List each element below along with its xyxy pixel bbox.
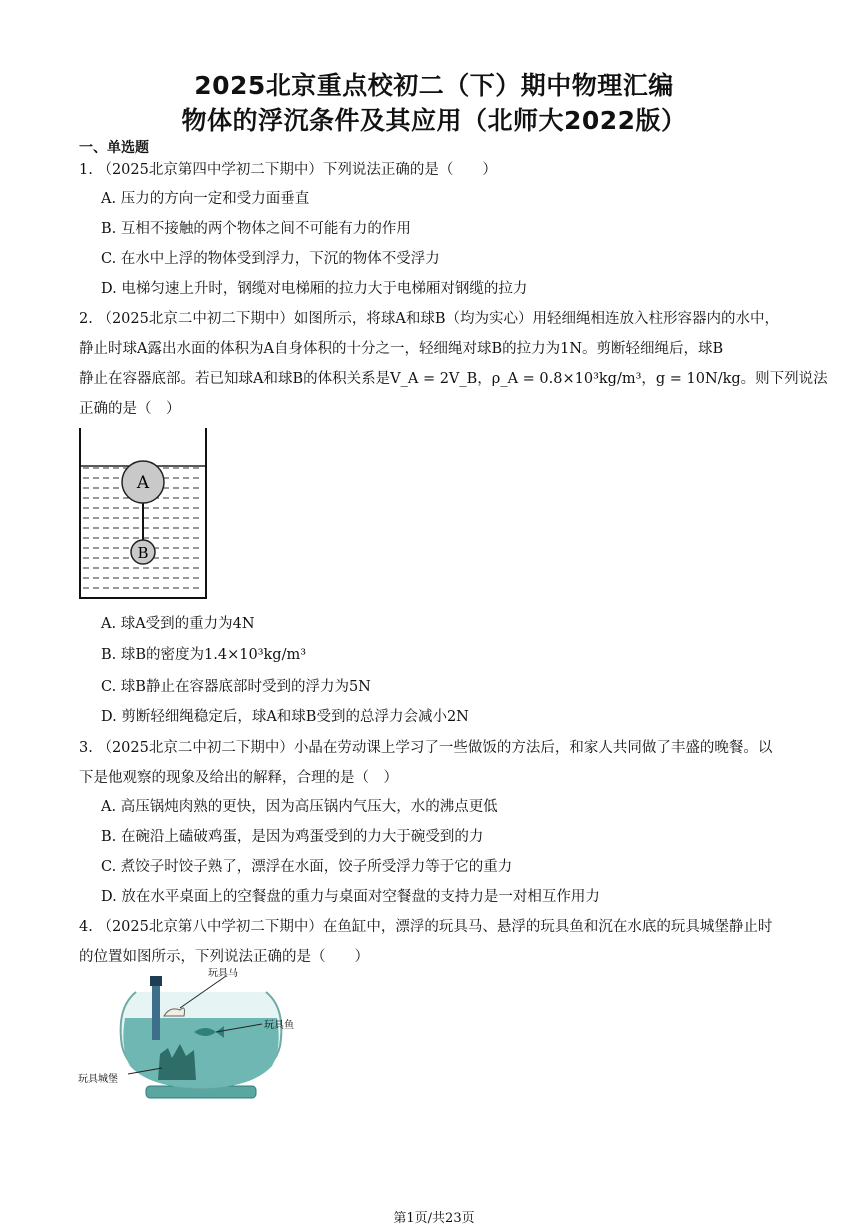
question-2-option-c: C. 球B静止在容器底部时受到的浮力为5N: [101, 679, 371, 695]
container-figure: [78, 428, 208, 600]
question-2-stem-text: 静止在容器底部。若已知球A和球B的体积关系是: [79, 371, 391, 387]
castle-label: 玩具城堡: [78, 1074, 118, 1085]
page-footer: 第1页/共23页: [393, 1211, 475, 1226]
question-1-option-c: C. 在水中上浮的物体受到浮力，下沉的物体不受浮力: [101, 251, 440, 267]
question-1-option-b: B. 互相不接触的两个物体之间不可能有力的作用: [101, 221, 411, 237]
question-2-formula: V_A = 2V_B，ρ_A = 0.8×10³kg/m³，g = 10N/kg。则下列说法: [390, 371, 828, 387]
question-3-stem-line-2: 下是他观察的现象及给出的解释，合理的是（ ）: [79, 770, 398, 786]
horse-label: 玩具马: [208, 968, 238, 979]
question-2-option-b: B. 球B的密度为1.4×10³kg/m³: [101, 647, 307, 663]
page-title-line-2: 物体的浮沉条件及其应用（北师大2022版）: [181, 106, 687, 135]
question-2-stem-line-2: 静止时球A露出水面的体积为A自身体积的十分之一，轻细绳对球B的拉力为1N。剪断轻细绳后，球B: [79, 341, 724, 357]
question-2-stem-line-1: 2. （2025北京二中初二下期中）如图所示，将球A和球B（均为实心）用轻细绳相连放入柱形容器内的水中，: [79, 311, 779, 327]
question-1-option-d: D. 电梯匀速上升时，钢缆对电梯厢的拉力大于电梯厢对钢缆的拉力: [101, 281, 528, 297]
page-title-line-1: 2025北京重点校初二（下）期中物理汇编: [194, 71, 674, 100]
question-4-stem-line-2: 的位置如图所示，下列说法正确的是（ ）: [79, 949, 369, 965]
pump-head: [150, 976, 162, 986]
question-3-option-a: A. 高压锅炖肉熟的更快，因为高压锅内气压大，水的沸点更低: [101, 799, 498, 815]
question-2-stem-line-3: [79, 367, 828, 388]
question-1-stem: 1. （2025北京第四中学初二下期中）下列说法正确的是（ ）: [79, 162, 497, 178]
question-1-option-a: A. 压力的方向一定和受力面垂直: [101, 191, 310, 207]
question-3-option-b: B. 在碗沿上磕破鸡蛋，是因为鸡蛋受到的力大于碗受到的力: [101, 829, 484, 845]
question-3-option-c: C. 煮饺子时饺子熟了，漂浮在水面，饺子所受浮力等于它的重力: [101, 859, 513, 875]
ball-b-label: B: [137, 544, 149, 562]
question-2-stem-line-4: 正确的是（ ）: [79, 401, 181, 417]
fish-tank-figure: [76, 968, 346, 1103]
water: [123, 1018, 278, 1088]
question-2-option-d: D. 剪断轻细绳稳定后，球A和球B受到的总浮力会减小2N: [101, 709, 469, 725]
fish-label: 玩具鱼: [264, 1020, 294, 1031]
question-3-option-d: D. 放在水平桌面上的空餐盘的重力与桌面对空餐盘的支持力是一对相互作用力: [101, 889, 600, 905]
ball-a-label: A: [136, 473, 150, 493]
question-4-stem-line-1: 4. （2025北京第八中学初二下期中）在鱼缸中，漂浮的玩具马、悬浮的玩具鱼和沉在水底的玩具城堡静止时: [79, 919, 773, 935]
pump-tube: [152, 980, 160, 1040]
question-2-option-a: A. 球A受到的重力为4N: [101, 616, 255, 632]
question-3-stem-line-1: 3. （2025北京二中初二下期中）小晶在劳动课上学习了一些做饭的方法后，和家人共同做了丰盛的晚餐。以: [79, 740, 773, 756]
section-heading: 一、单选题: [79, 140, 149, 156]
